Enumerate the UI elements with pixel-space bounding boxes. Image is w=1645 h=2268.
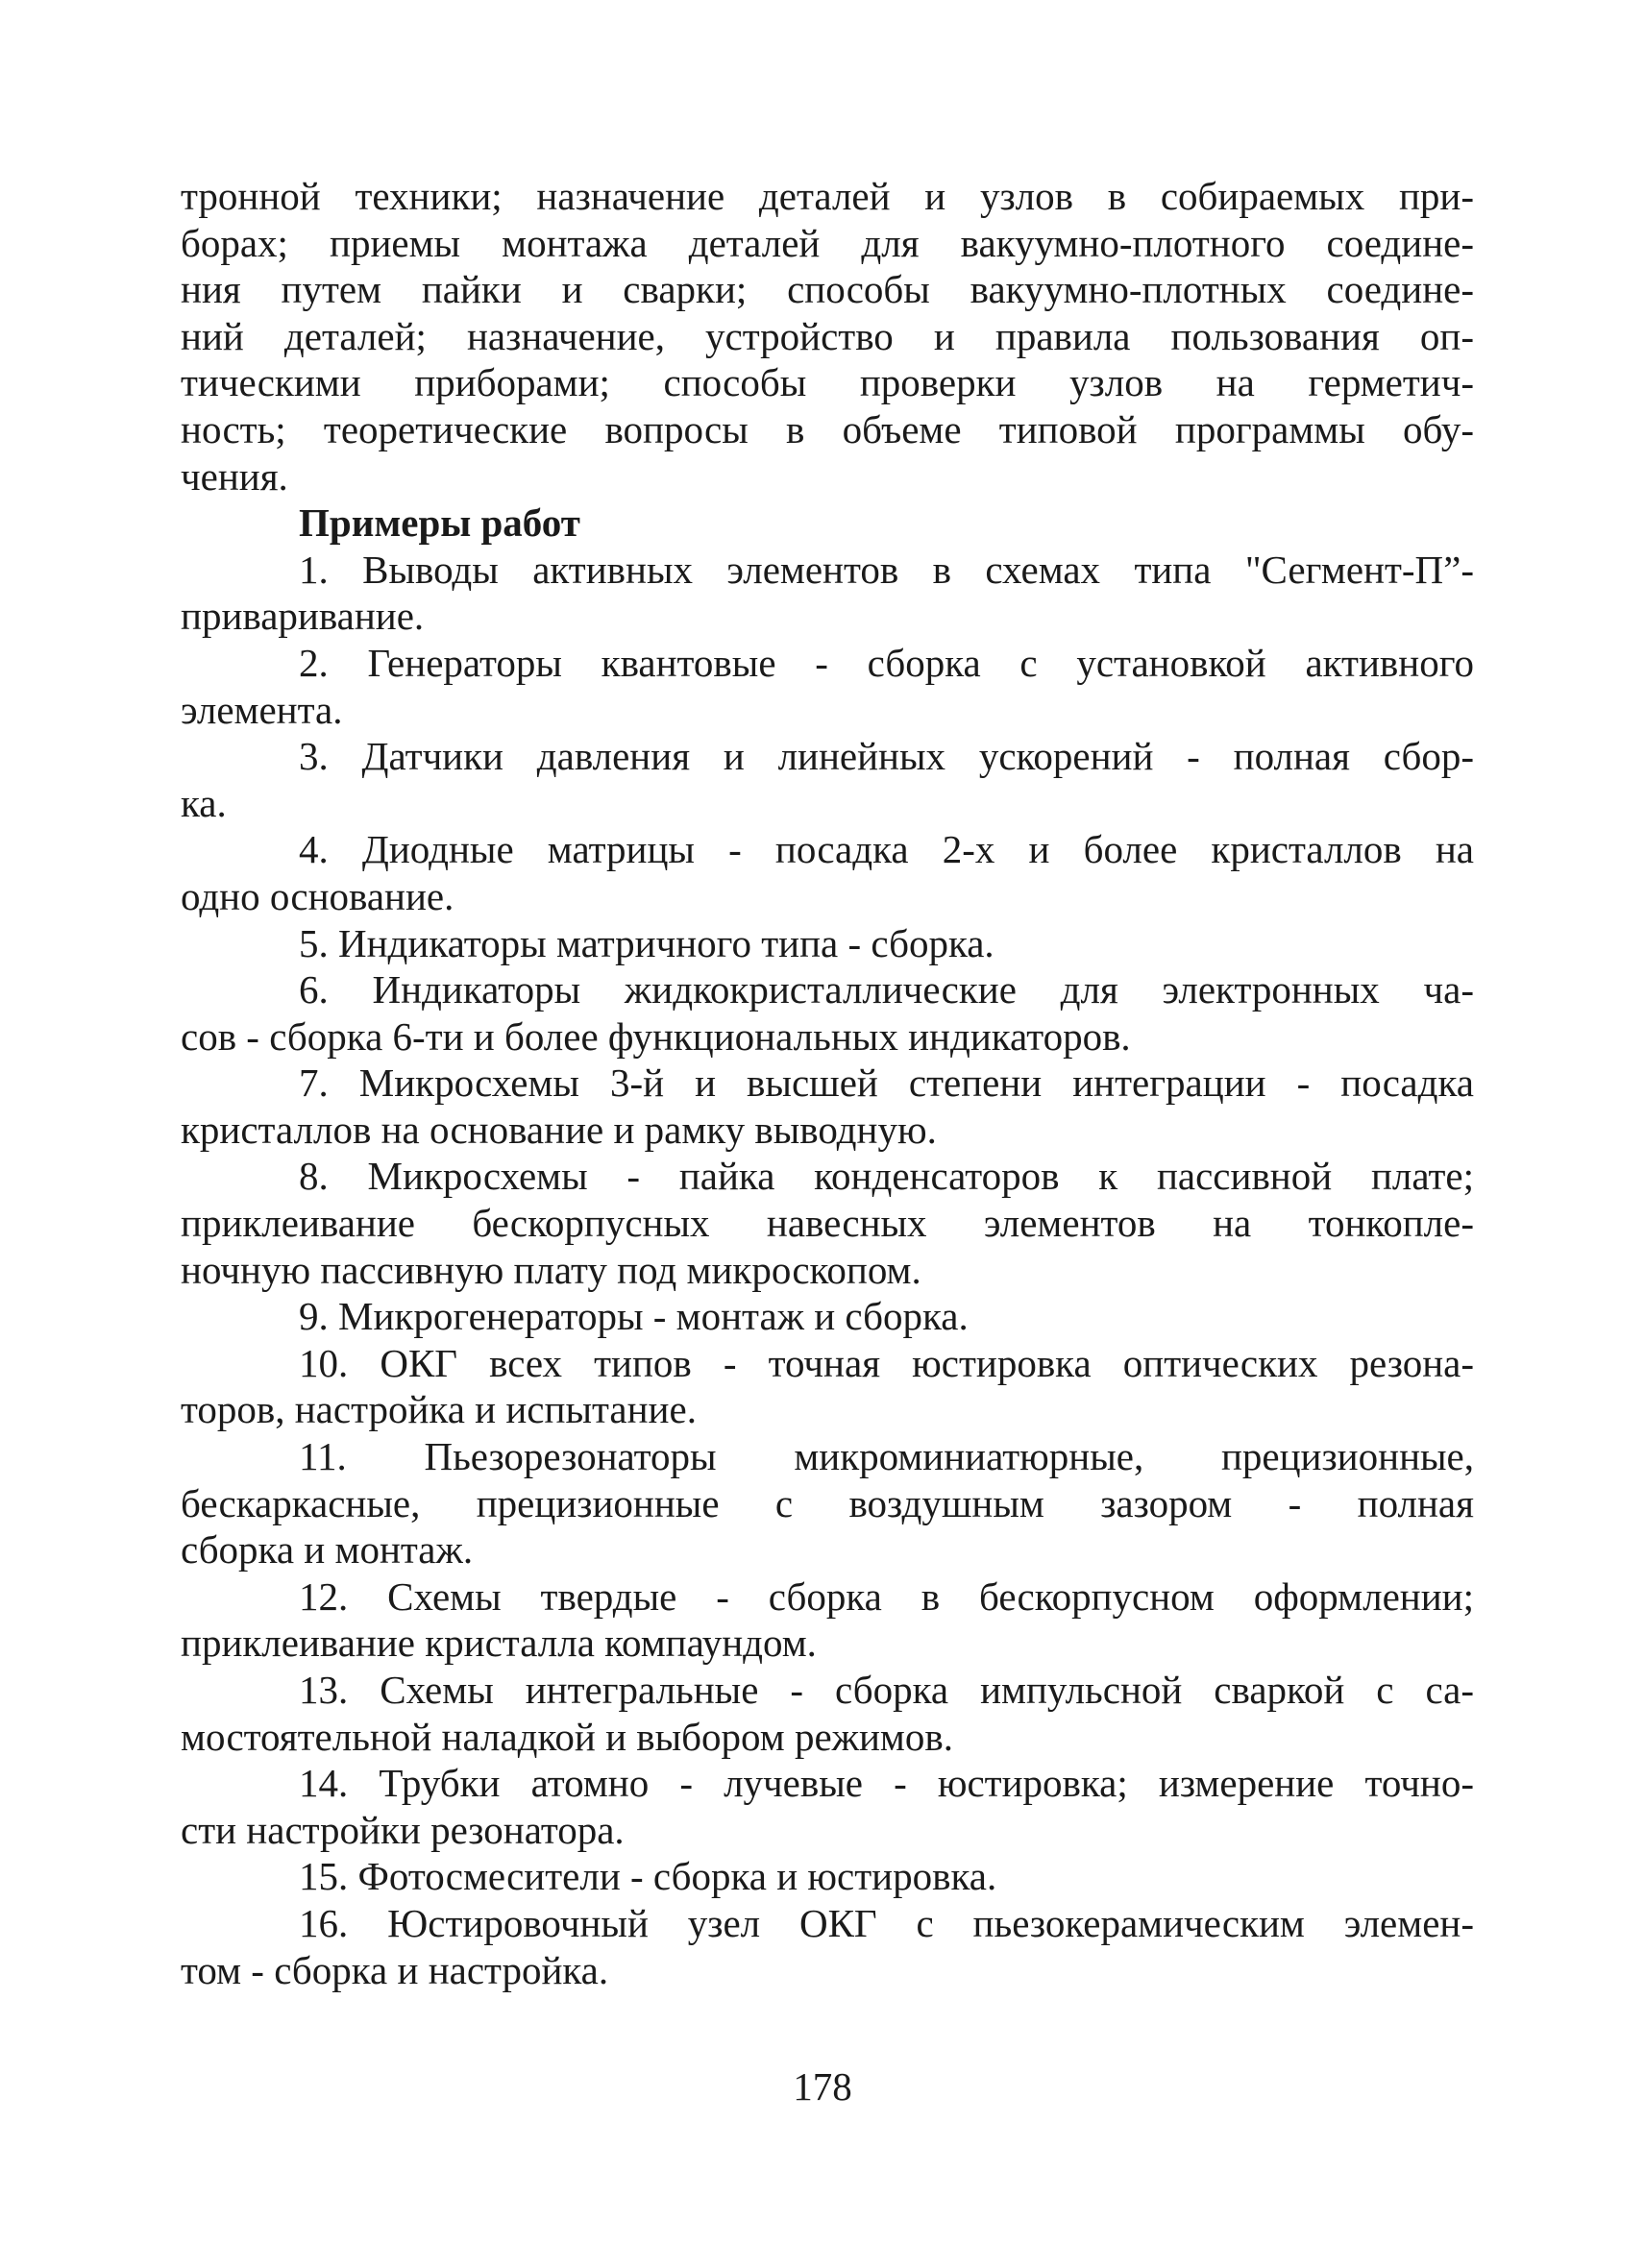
list-item	[181, 733, 1474, 826]
list-item-line: приклеивание бескорпусных навесных элементов на тонкопле-	[181, 1201, 1474, 1246]
list-item	[181, 1900, 1474, 1993]
list-item-line: сов - сборка 6-ти и более функциональных индикаторов.	[181, 1013, 1131, 1059]
list-item-line: 8. Микросхемы - пайка конденсаторов к пассивной плате;	[299, 1154, 1474, 1199]
list-item-line: 2. Генераторы квантовые - сборка с установкой активного	[299, 640, 1474, 685]
list-item	[181, 640, 1474, 733]
list-item-line: 10. ОКГ всех типов - точная юстировка оптических резона-	[299, 1340, 1474, 1385]
intro-line: ность; теоретические вопросы в объеме типовой программы обу-	[181, 406, 1474, 451]
list-item-line: приклеивание кристалла компаундом.	[181, 1621, 817, 1666]
list-item	[181, 1293, 1474, 1340]
list-item-line: одно основание.	[181, 873, 454, 918]
page-content	[181, 173, 1474, 1993]
intro-line: тическими приборами; способы проверки узлов на герметич-	[181, 360, 1474, 405]
list-item-line: 4. Диодные матрицы - посадка 2-х и более кристаллов на	[299, 827, 1474, 872]
list-item-line: 11. Пьезорезонаторы микроминиатюрные, прецизионные,	[299, 1434, 1474, 1479]
list-item-line: 6. Индикаторы жидкокристаллические для электронных ча-	[299, 967, 1474, 1012]
list-item-line: 12. Схемы твердые - сборка в бескорпусном оформлении;	[299, 1573, 1474, 1619]
intro-line: ний деталей; назначение, устройство и правила пользования оп-	[181, 313, 1474, 358]
list-item-line: бескаркасные, прецизионные с воздушным зазором - полная	[181, 1480, 1474, 1525]
intro-line: ния путем пайки и сварки; способы вакуумно-плотных соедине-	[181, 267, 1474, 312]
list-item-line: том - сборка и настройка.	[181, 1947, 609, 1992]
intro-line: борах; приемы монтажа деталей для вакуумно-плотного соедине-	[181, 220, 1474, 265]
list-item-line: торов, настройка и испытание.	[181, 1387, 697, 1432]
list-item-line: сти настройки резонатора.	[181, 1807, 625, 1852]
intro-line: чения.	[181, 453, 288, 499]
list-item	[181, 1433, 1474, 1573]
list-item-line: 1. Выводы активных элементов в схемах типа "Сегмент-П”-	[299, 547, 1474, 592]
list-item	[181, 1573, 1474, 1667]
section-heading: Примеры работ	[299, 500, 580, 546]
intro-paragraph	[181, 173, 1474, 500]
page-number: 178	[793, 2064, 852, 2109]
list-item	[181, 966, 1474, 1060]
list-item-line: 3. Датчики давления и линейных ускорений - полная сбор-	[299, 734, 1474, 779]
list-item-line: мостоятельной наладкой и выбором режимов.	[181, 1714, 953, 1759]
list-item-line: 7. Микросхемы 3-й и высшей степени интеграции - посадка	[299, 1061, 1474, 1106]
list-item-line: 5. Индикаторы матричного типа - сборка.	[299, 920, 994, 965]
list-item	[181, 1153, 1474, 1293]
list-item-line: 13. Схемы интегральные - сборка импульсной сваркой с са-	[299, 1668, 1474, 1712]
list-item	[181, 1340, 1474, 1433]
list-item-line: ночную пассивную плату под микроскопом.	[181, 1247, 921, 1292]
list-item-line: кристаллов на основание и рамку выводную.	[181, 1107, 937, 1152]
list-item	[181, 547, 1474, 640]
list-item-line: сборка и монтаж.	[181, 1527, 474, 1573]
list-item-line: элемента.	[181, 687, 343, 732]
intro-line: тронной техники; назначение деталей и узлов в собираемых при-	[181, 174, 1474, 218]
list-item-line: приваривание.	[181, 594, 425, 639]
list-item	[181, 1060, 1474, 1153]
list-item-line: 15. Фотосмесители - сборка и юстировка.	[299, 1854, 997, 1899]
list-item	[181, 1760, 1474, 1853]
list-item	[181, 1667, 1474, 1760]
list-item	[181, 826, 1474, 919]
list-item	[181, 920, 1474, 967]
list-item-line: 14. Трубки атомно - лучевые - юстировка; измерение точно-	[299, 1761, 1474, 1806]
list-item	[181, 1853, 1474, 1900]
list-item-line: 16. Юстировочный узел ОКГ с пьезокерамическим элемен-	[299, 1900, 1474, 1945]
list-item-line: ка.	[181, 780, 227, 825]
list-item-line: 9. Микрогенераторы - монтаж и сборка.	[299, 1294, 969, 1339]
